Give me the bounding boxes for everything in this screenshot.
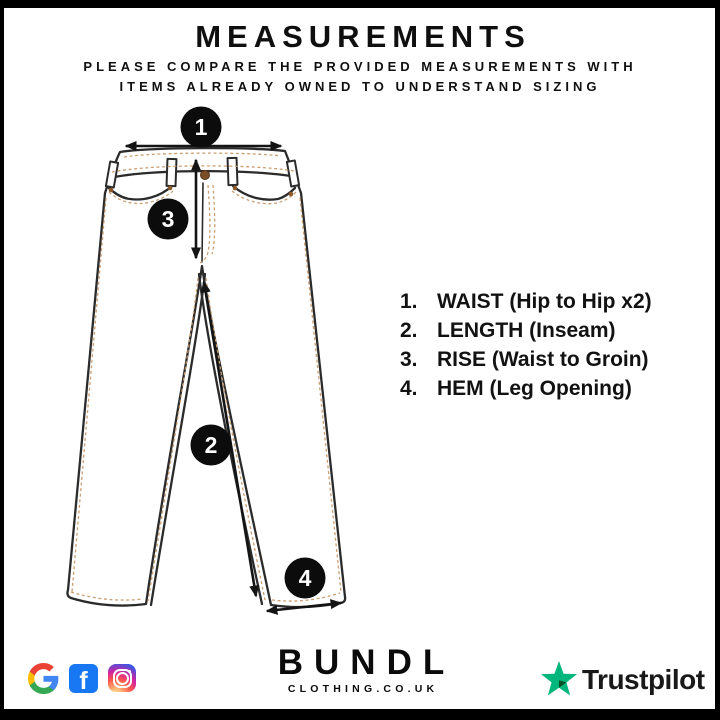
legend-label: RISE (Waist to Groin) — [437, 348, 649, 371]
legend-item-waist — [400, 287, 652, 316]
google-icon — [28, 663, 59, 694]
subtitle-line-2: ITEMS ALREADY OWNED TO UNDERSTAND SIZING — [119, 78, 601, 94]
jeans-button — [201, 171, 210, 180]
legend-number: 1. — [400, 290, 418, 313]
legend-number: 3. — [400, 348, 418, 371]
brand-logo — [266, 643, 456, 695]
marker-number-hem: 4 — [298, 565, 312, 591]
marker-number-rise: 3 — [161, 206, 175, 232]
legend-number: 2. — [400, 319, 418, 342]
legend-item-hem — [400, 374, 652, 403]
legend-label: HEM (Leg Opening) — [437, 377, 632, 400]
instagram-icon — [108, 664, 136, 692]
social-icons — [28, 661, 136, 695]
legend-item-length — [400, 316, 652, 345]
trustpilot-label: Trustpilot — [582, 664, 705, 695]
subtitle-line-1: PLEASE COMPARE THE PROVIDED MEASUREMENTS WITH — [83, 59, 637, 74]
page-title: MEASUREMENTS — [195, 19, 531, 54]
legend-label: LENGTH (Inseam) — [437, 319, 616, 342]
brand-domain: CLOTHING.CO.UK — [287, 683, 439, 695]
trustpilot-star-icon — [540, 661, 578, 699]
instagram-flash-dot — [128, 670, 131, 673]
measurement-legend — [400, 287, 652, 403]
facebook-glyph: f — [79, 666, 88, 693]
instagram-lens — [116, 672, 129, 685]
marker-number-waist: 1 — [194, 114, 208, 140]
jeans-outline — [67, 148, 345, 607]
facebook-icon — [69, 664, 98, 693]
brand-name: BUNDL — [277, 643, 456, 682]
legend-item-rise — [400, 345, 652, 374]
marker-number-length: 2 — [204, 432, 218, 458]
legend-label: WAIST (Hip to Hip x2) — [437, 290, 652, 313]
legend-number: 4. — [400, 377, 418, 400]
trustpilot-logo — [540, 661, 705, 699]
